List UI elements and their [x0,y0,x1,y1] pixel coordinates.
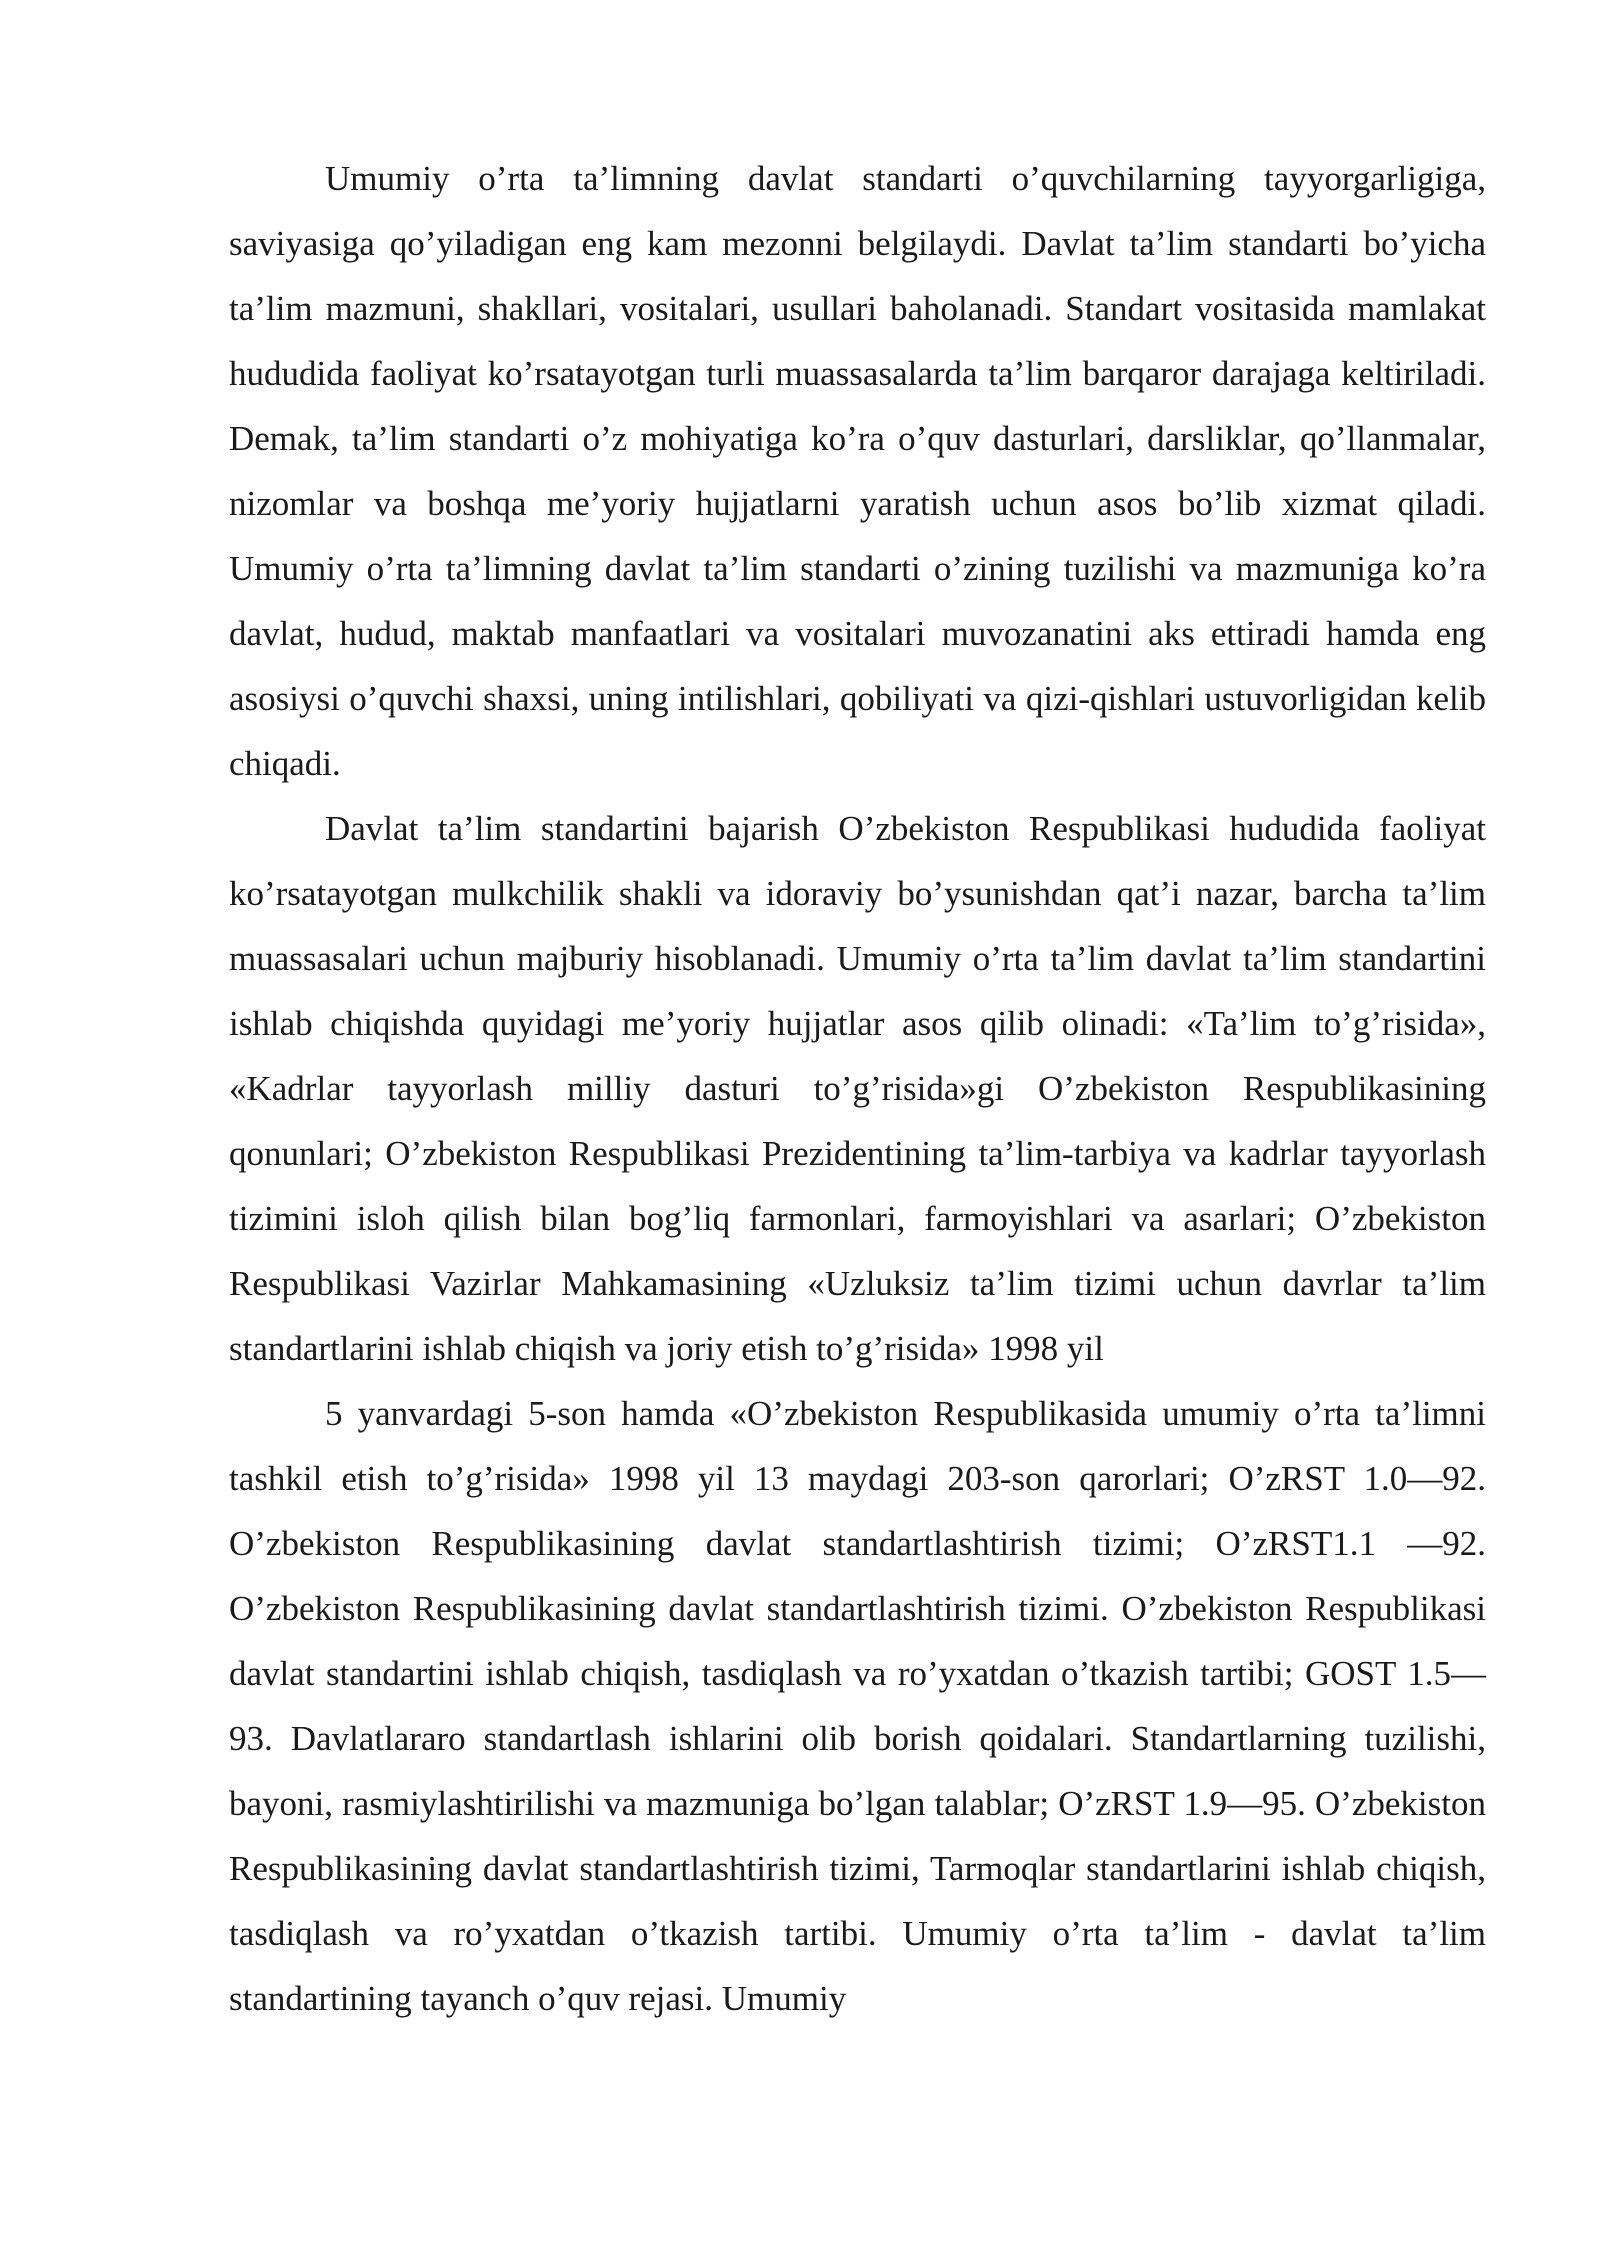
document-page [229,146,1486,2031]
paragraph-1: Umumiy o’rta ta’limning davlat standarti o’quvchilarning tayyorgarligiga, saviyasiga qo’yiladigan eng kam mezonni belgilaydi. Davlat ta’lim standarti bo’yicha ta’lim mazmuni, shakllari, vositalari, usullari baholanadi. Standart vositasida mamlakat hududida faoliyat ko’rsatayotgan turli muassasalarda ta’lim barqaror darajaga keltiriladi. Demak, ta’lim standarti o’z mohiyatiga ko’ra o’quv dasturlari, darsliklar, qo’llanmalar, nizomlar va boshqa me’yoriy hujjatlarni yaratish uchun asos bo’lib xizmat qiladi. Umumiy o’rta ta’limning davlat ta’lim standarti o’zining tuzilishi va mazmuniga ko’ra davlat, hudud, maktab manfaatlari va vositalari muvozanatini aks ettiradi hamda eng asosiysi o’quvchi shaxsi, uning intilishlari, qobiliyati va qizi-qishlari ustuvorligidan kelib chiqadi. [229,159,1486,783]
paragraph-3: 5 yanvardagi 5-son hamda «O’zbekiston Respublikasida umumiy o’rta ta’limni tashkil etish to’g’risida» 1998 yil 13 maydagi 203-son qarorlari; O’zRST 1.0—92. O’zbekiston Respublikasining davlat standartlashtirish tizimi; O’zRST1.1 —92. O’zbekiston Respublikasining davlat standartlashtirish tizimi. O’zbekiston Respublikasi davlat standartini ishlab chiqish, tasdiqlash va ro’yxatdan o’tkazish tartibi; GOST 1.5—93. Davlatlararo standartlash ishlarini olib borish qoidalari. Standartlarning tuzilishi, bayoni, rasmiylashtirilishi va mazmuniga bo’lgan talablar; O’zRST 1.9—95. O’zbekiston Respublikasining davlat standartlashtirish tizimi, Tarmoqlar standartlarini ishlab chiqish, tasdiqlash va ro’yxatdan o’tkazish tartibi. Umumiy o’rta ta’lim - davlat ta’lim standartining tayanch o’quv rejasi. Umumiy [229,1394,1486,2018]
paragraph-2: Davlat ta’lim standartini bajarish O’zbekiston Respublikasi hududida faoliyat ko’rsatayotgan mulkchilik shakli va idoraviy bo’ysunishdan qat’i nazar, barcha ta’lim muassasalari uchun majburiy hisoblanadi. Umumiy o’rta ta’lim davlat ta’lim standartini ishlab chiqishda quyidagi me’yoriy hujjatlar asos qilib olinadi: «Ta’lim to’g’risida», «Kadrlar tayyorlash milliy dasturi to’g’risida»gi O’zbekiston Respublikasining qonunlari; O’zbekiston Respublikasi Prezidentining ta’lim-tarbiya va kadrlar tayyorlash tizimini isloh qilish bilan bog’liq farmonlari, farmoyishlari va asarlari; O’zbekiston Respublikasi Vazirlar Mahkamasining «Uzluksiz ta’lim tizimi uchun davrlar ta’lim standartlarini ishlab chiqish va joriy etish to’g’risida» 1998 yil [229,809,1486,1368]
